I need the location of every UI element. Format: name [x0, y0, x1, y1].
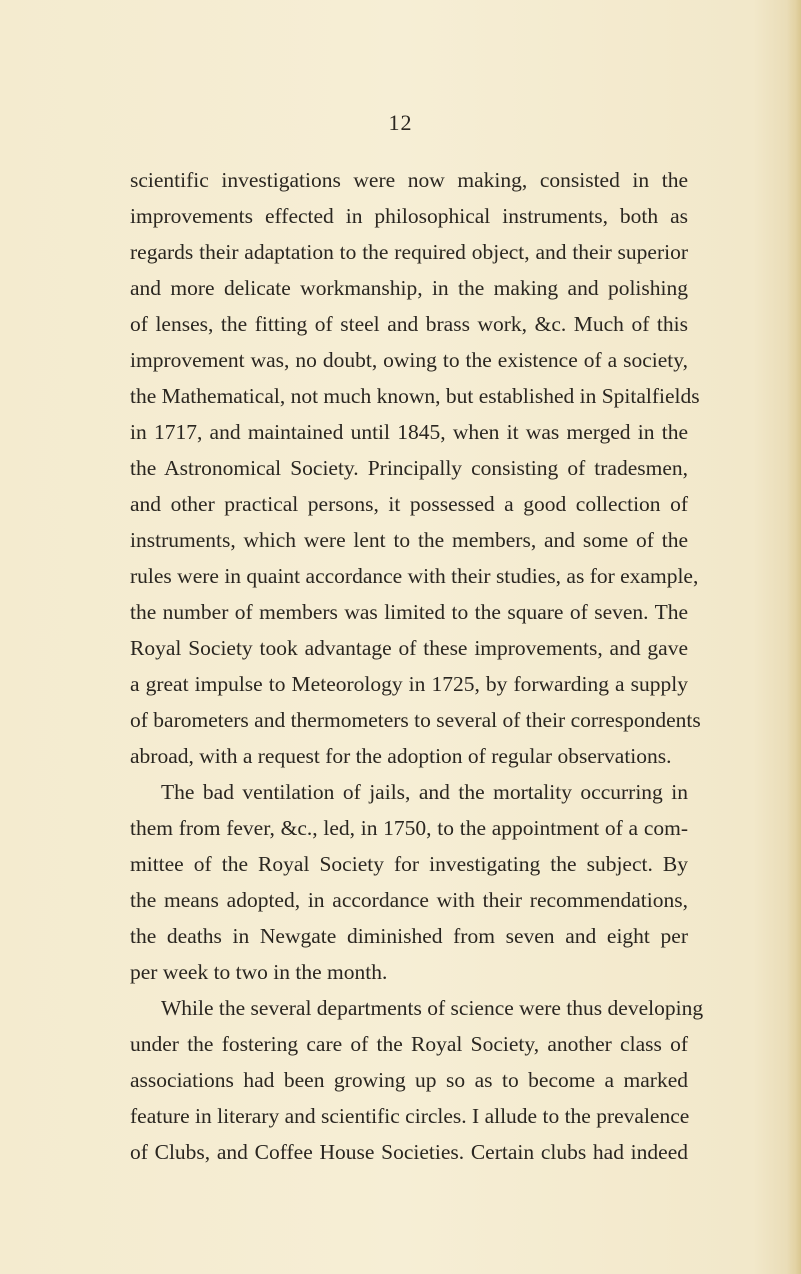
text-line: per week to two in the month. [130, 960, 388, 984]
text-line: the number of members was limited to the square of seven. The [130, 600, 688, 624]
text-line: scientific investigations were now making, consisted in the [130, 168, 688, 192]
text-line: and more delicate workmanship, in the making and polishing [130, 276, 688, 300]
text-line: them from fever, &c., led, in 1750, to the appointment of a com- [130, 816, 688, 840]
text-line: regards their adaptation to the required object, and their superior [130, 240, 688, 264]
text-line: instruments, which were lent to the members, and some of the [130, 528, 688, 552]
text-line: the deaths in Newgate diminished from seven and eight per [130, 924, 688, 948]
page-number: 12 [388, 110, 413, 135]
text-line: and other practical persons, it possessed a good collection of [130, 492, 688, 516]
text-line: the Astronomical Society. Principally consisting of tradesmen, [130, 456, 688, 480]
text-line: the Mathematical, not much known, but established in Spitalfields [130, 384, 700, 408]
text-line: of Clubs, and Coffee House Societies. Certain clubs had indeed [130, 1140, 688, 1164]
text-line: The bad ventilation of jails, and the mortality occurring in [161, 780, 688, 804]
text-line: a great impulse to Meteorology in 1725, by forwarding a supply [130, 672, 688, 696]
text-line: While the several departments of science were thus developing [161, 996, 704, 1020]
text-line: in 1717, and maintained until 1845, when it was merged in the [130, 420, 688, 444]
text-line: under the fostering care of the Royal Society, another class of [130, 1032, 688, 1056]
text-line: associations had been growing up so as to become a marked [130, 1068, 688, 1092]
text-line: of lenses, the fitting of steel and brass work, &c. Much of this [130, 312, 688, 336]
text-line: Royal Society took advantage of these improvements, and gave [130, 636, 688, 660]
text-line: of barometers and thermometers to several of their correspondents [130, 708, 701, 732]
text-line: mittee of the Royal Society for investigating the subject. By [130, 852, 688, 876]
text-line: abroad, with a request for the adoption of regular observations. [130, 744, 672, 768]
page-edge-shadow [787, 0, 801, 1274]
text-line: improvements effected in philosophical instruments, both as [130, 204, 688, 228]
text-line: the means adopted, in accordance with their recommendations, [130, 888, 688, 912]
text-line: improvement was, no doubt, owing to the existence of a society, [130, 348, 688, 372]
text-line: feature in literary and scientific circles. I allude to the prevalence [130, 1104, 690, 1128]
text-line: rules were in quaint accordance with their studies, as for example, [130, 564, 699, 588]
